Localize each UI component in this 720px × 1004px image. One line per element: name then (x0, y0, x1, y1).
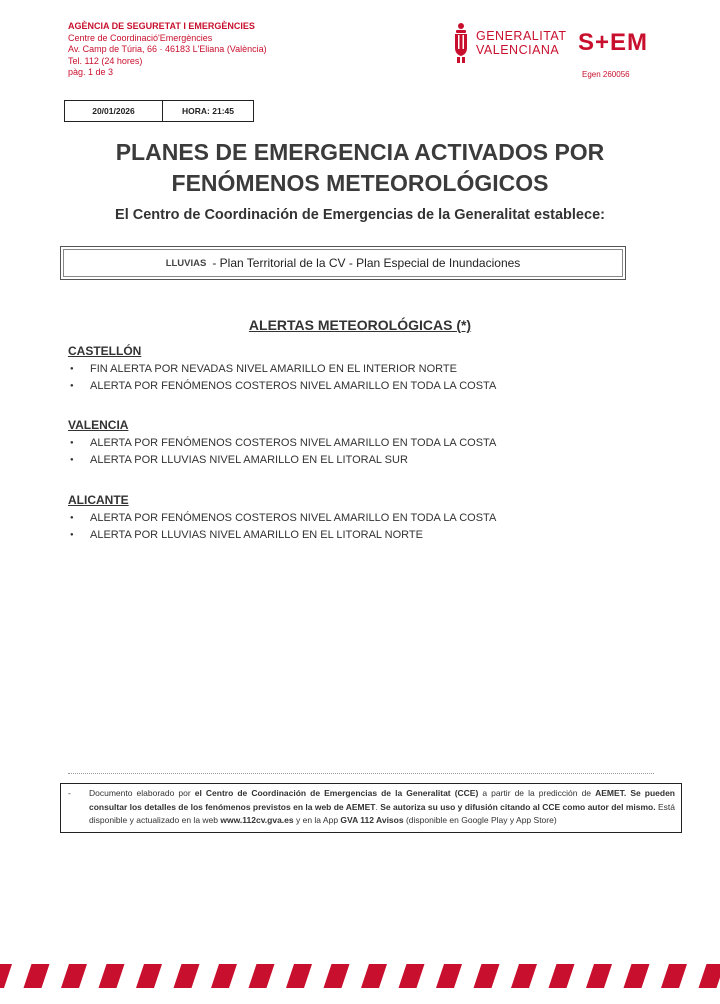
footer-dash: - (68, 788, 71, 798)
footer-text: (disponible en Google Play y App Store) (403, 815, 557, 825)
alert-item: ● ALERTA POR FENÓMENOS COSTEROS NIVEL AMARILLO EN TODA LA COSTA (68, 378, 496, 395)
egen-code: Egen 260056 (582, 70, 630, 79)
region-alicante (68, 493, 496, 544)
plan-category-tag: LLUVIAS (165, 257, 207, 269)
page-title-line1: PLANES DE EMERGENCIA ACTIVADOS POR (115, 139, 605, 165)
agency-centre: Centre de Coordinació'Emergències (68, 32, 213, 43)
alert-list (68, 361, 496, 395)
gv-logo-line2: VALENCIANA (476, 43, 560, 57)
alert-item: ● FIN ALERTA POR NEVADAS NIVEL AMARILLO EN EL INTERIOR NORTE (68, 361, 496, 378)
stripe-segment (661, 964, 687, 988)
footer-disclaimer (60, 783, 682, 833)
activated-plans-box (60, 246, 626, 280)
footer-text: . (375, 801, 381, 812)
agency-name: AGÈNCIA DE SEGURETAT I EMERGÈNCIES (68, 21, 255, 31)
region-name: ALICANTE (68, 493, 129, 507)
footer-bold: AEMET. Se pueden consultar los detalles de los fenómenos previstos en la web de AEMET (89, 788, 675, 812)
stripe-segment (361, 964, 387, 988)
stripe-segment (511, 964, 537, 988)
stripe-segment (174, 964, 200, 988)
generalitat-logo (452, 22, 566, 64)
footer-text: a partir de la predicción de (478, 788, 596, 798)
stripe-segment (474, 964, 500, 988)
region-castellon (68, 344, 496, 395)
stripe-segment (0, 964, 12, 988)
agency-header (68, 21, 267, 79)
region-name: CASTELLÓN (68, 344, 142, 358)
generalitat-wordmark (476, 29, 566, 57)
alert-item: ● ALERTA POR LLUVIAS NIVEL AMARILLO EN EL LITORAL NORTE (68, 527, 496, 544)
stripe-segment (624, 964, 650, 988)
alert-item: ● ALERTA POR FENÓMENOS COSTEROS NIVEL AMARILLO EN TODA LA COSTA (68, 435, 496, 452)
footer-divider (68, 773, 654, 774)
page-subtitle: El Centro de Coordinación de Emergencias de la Generalitat establece: (115, 207, 605, 223)
alert-list (68, 510, 496, 544)
stripe-segment (699, 964, 720, 988)
footer-stripe-band (0, 964, 720, 988)
issue-time: HORA: 21:45 (182, 106, 234, 116)
footer-text: Está disponible y actualizado en la web (89, 801, 675, 825)
region-valencia (68, 418, 496, 469)
stripe-segment (286, 964, 312, 988)
region-name: VALENCIA (68, 418, 129, 432)
footer-text: y en la App (293, 815, 341, 825)
stripe-segment (436, 964, 462, 988)
footer-bold: Se autoriza su uso y difusión citando al CCE como autor del mismo. (380, 801, 656, 812)
alert-item: ● ALERTA POR FENÓMENOS COSTEROS NIVEL AMARILLO EN TODA LA COSTA (68, 510, 496, 527)
stripe-segment (211, 964, 237, 988)
issue-date: 20/01/2026 (65, 101, 163, 121)
footer-website: www.112cv.gva.es (220, 815, 294, 825)
gv-logo-line1: GENERALITAT (476, 29, 567, 43)
footer-text: Documento elaborado por (89, 788, 195, 798)
alerts-heading: ALERTAS METEOROLÓGICAS (*) (248, 317, 472, 333)
stripe-segment (136, 964, 162, 988)
plan-list: - Plan Territorial de la CV - Plan Especial de Inundaciones (212, 256, 521, 270)
footer-app-name: GVA 112 Avisos (340, 815, 404, 825)
stripe-segment (24, 964, 50, 988)
footer-bold: el Centro de Coordinación de Emergencias de la Generalitat (CCE) (194, 788, 479, 798)
stripe-segment (324, 964, 350, 988)
stripe-segment (61, 964, 87, 988)
alert-item: ● ALERTA POR LLUVIAS NIVEL AMARILLO EN EL LITORAL SUR (68, 452, 496, 469)
page-number: pàg. 1 de 3 (68, 67, 114, 77)
agency-address: Av. Camp de Túria, 66 · 46183 L'Eliana (València) (68, 44, 267, 54)
generalitat-emblem-icon (452, 22, 470, 64)
stripe-segment (399, 964, 425, 988)
stripe-segment (586, 964, 612, 988)
page-title-line2: FENÓMENOS METEOROLÓGICOS (171, 170, 549, 196)
page-title (0, 137, 720, 199)
agency-phone: Tel. 112 (24 hores) (68, 55, 143, 66)
date-time-box (64, 100, 254, 122)
sem-logo: S+EM (578, 29, 649, 56)
stripe-segment (549, 964, 575, 988)
alert-list (68, 435, 496, 469)
stripe-segment (99, 964, 125, 988)
stripe-segment (249, 964, 275, 988)
